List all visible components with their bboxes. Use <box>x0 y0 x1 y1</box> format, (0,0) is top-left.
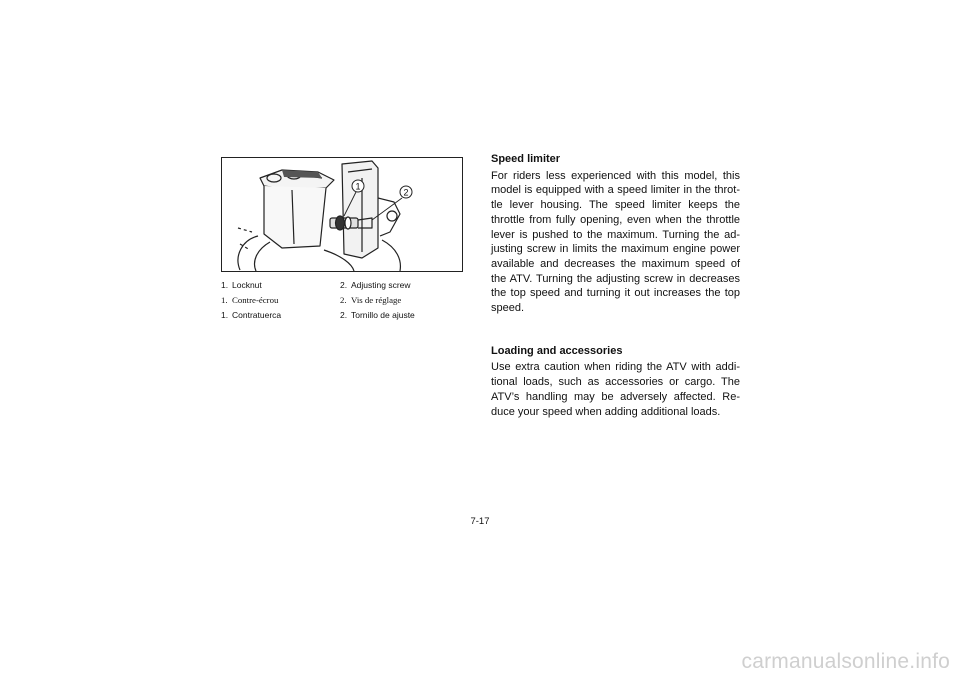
legend-row-french <box>221 293 471 308</box>
legend-text: Contre-écrou <box>232 295 279 305</box>
legend-num: 1. <box>221 280 229 290</box>
legend-num: 2. <box>340 295 347 305</box>
legend-text: Locknut <box>232 280 262 290</box>
section-heading-loading: Loading and accessories <box>491 344 623 357</box>
section-body-speed-limiter: For riders less experienced with this model, this model is equipped with a speed limiter in the throt-tle lever housing. The speed limiter keeps the throttle from fully opening, even when the throttle lever is pushed to the maximum. Turning the ad-justing screw in limits the maximum engine power available and decreases the maximum speed of the ATV. Turning the adjusting screw in decreases the top speed and turning it out increases the top speed. <box>491 169 740 315</box>
throttle-housing-drawing <box>222 158 462 271</box>
legend-num: 2. <box>340 280 348 290</box>
legend-row-spanish <box>221 308 471 323</box>
legend-row-english <box>221 278 471 293</box>
legend-num: 1. <box>221 310 229 320</box>
callout-2-label: 2 <box>403 187 409 198</box>
figure-legend <box>221 278 471 323</box>
legend-text: Adjusting screw <box>351 280 411 290</box>
section-heading-speed-limiter: Speed limiter <box>491 153 561 165</box>
watermark: carmanualsonline.info <box>741 650 950 673</box>
callout-1-label: 1 <box>355 181 361 192</box>
section-body-loading: Use extra caution when riding the ATV with addi-tional loads, such as accessories or cargo. The ATV’s handling may be adversely affected. Re-duce your speed when adding additional loads. <box>491 361 740 418</box>
legend-text: Tornillo de ajuste <box>351 310 415 320</box>
legend-text: Vis de réglage <box>351 295 402 305</box>
page-number: 7-17 <box>470 516 490 527</box>
legend-num: 1. <box>221 295 228 305</box>
text-column <box>491 152 740 419</box>
speed-limiter-illustration <box>221 157 463 272</box>
legend-text: Contratuerca <box>232 310 282 320</box>
legend-num: 2. <box>340 310 348 320</box>
